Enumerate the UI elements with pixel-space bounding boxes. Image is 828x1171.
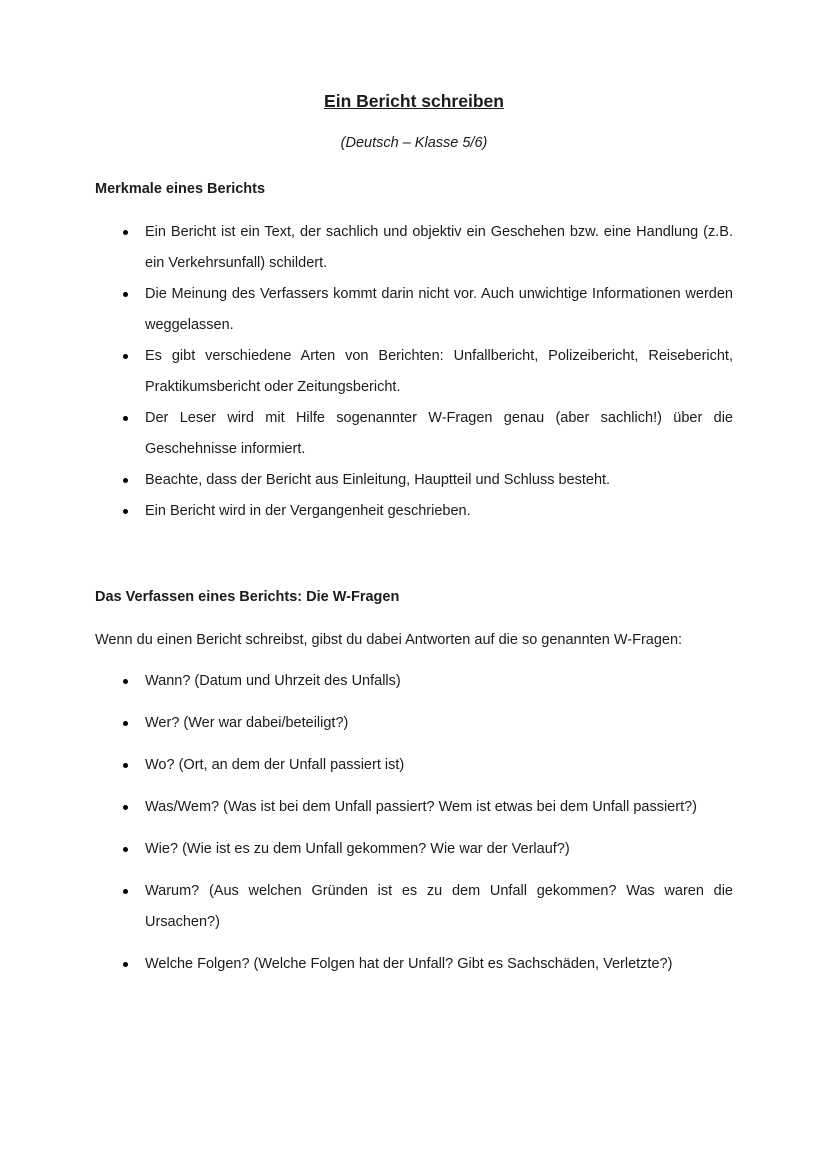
list-item: Es gibt verschiedene Arten von Berichten: Unfallbericht, Polizeibericht, Reisebericht, Praktikumsbericht oder Zeitungsbericht. xyxy=(95,341,733,403)
list-item: Wo? (Ort, an dem der Unfall passiert ist) xyxy=(95,750,733,781)
list-item: Die Meinung des Verfassers kommt darin nicht vor. Auch unwichtige Informationen werden weggelassen. xyxy=(95,279,733,341)
section-gap xyxy=(95,527,733,582)
list-item: Beachte, dass der Bericht aus Einleitung, Hauptteil und Schluss besteht. xyxy=(95,465,733,496)
section-heading-merkmale: Merkmale eines Berichts xyxy=(95,181,266,197)
document-subtitle: (Deutsch – Klasse 5/6) xyxy=(340,135,488,151)
list-item: Wer? (Wer war dabei/beteiligt?) xyxy=(95,708,733,739)
list-item: Wann? (Datum und Uhrzeit des Unfalls) xyxy=(95,666,733,697)
wfragen-intro-paragraph: Wenn du einen Bericht schreibst, gibst du dabei Antworten auf die so genannten W-Fragen: xyxy=(95,632,683,648)
list-item: Warum? (Aus welchen Gründen ist es zu dem Unfall gekommen? Was waren die Ursachen?) xyxy=(95,876,733,938)
bullet-list-merkmale xyxy=(95,217,733,527)
document-title: Ein Bericht schreiben xyxy=(324,91,504,111)
list-item: Welche Folgen? (Welche Folgen hat der Unfall? Gibt es Sachschäden, Verletzte?) xyxy=(95,949,733,980)
list-item: Ein Bericht wird in der Vergangenheit geschrieben. xyxy=(95,496,733,527)
list-item: Ein Bericht ist ein Text, der sachlich und objektiv ein Geschehen bzw. eine Handlung (z.B. ein Verkehrsunfall) schildert. xyxy=(95,217,733,279)
list-item: Der Leser wird mit Hilfe sogenannter W-Fragen genau (aber sachlich!) über die Geschehnisse informiert. xyxy=(95,403,733,465)
section-heading-wfragen: Das Verfassen eines Berichts: Die W-Fragen xyxy=(95,589,400,605)
list-item: Was/Wem? (Was ist bei dem Unfall passiert? Wem ist etwas bei dem Unfall passiert?) xyxy=(95,792,733,823)
bullet-list-wfragen xyxy=(95,666,733,980)
list-item: Wie? (Wie ist es zu dem Unfall gekommen? Wie war der Verlauf?) xyxy=(95,834,733,865)
